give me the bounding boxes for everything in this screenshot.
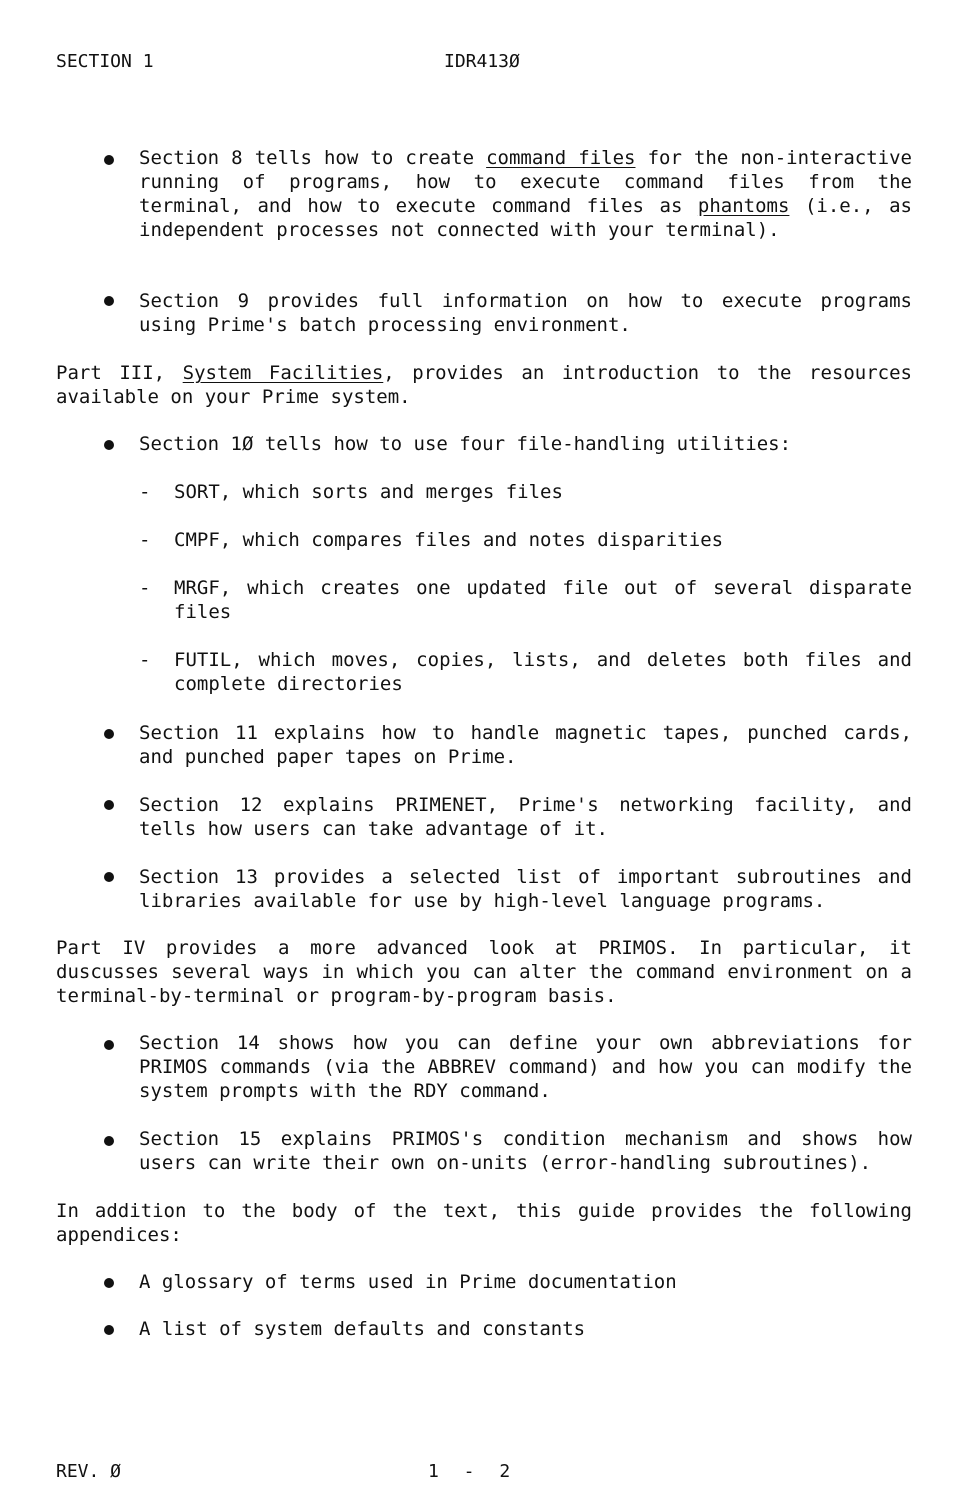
dash-marker: - (139, 577, 151, 599)
bullet-icon (104, 800, 114, 810)
utility-item-cmpf: CMPF, which compares files and notes disparities (174, 529, 724, 551)
section8-paragraph: Section 8 tells how to create command files for the non-interactive running of programs, how to execute command files from the terminal, and how to execute command files as phantoms (i.e., as independent processes not connected with your terminal). (139, 147, 912, 241)
bullet-icon (104, 296, 114, 306)
dash-marker: - (139, 649, 151, 671)
section11-paragraph: Section 11 explains how to handle magnetic tapes, punched cards, and punched paper tapes on Prime. (139, 722, 912, 768)
utility-item-sort: SORT, which sorts and merges files (174, 481, 563, 503)
phantoms-term: phantoms (697, 195, 790, 217)
appendix-item-defaults: A list of system defaults and constants (139, 1318, 586, 1340)
header-section: SECTION 1 (56, 51, 154, 72)
bullet-icon (104, 1136, 114, 1146)
section13-paragraph: Section 13 provides a selected list of important subroutines and libraries available for use by high-level language programs. (139, 866, 912, 912)
appendix-item-glossary: A glossary of terms used in Prime documentation (139, 1271, 677, 1293)
bullet-icon (104, 729, 114, 739)
system-facilities-title: System Facilities (182, 362, 384, 384)
appendices-intro: In addition to the body of the text, this guide provides the following appendices: (56, 1200, 912, 1246)
bullet-icon (104, 155, 114, 165)
footer-revision: REV. Ø (56, 1461, 122, 1482)
part3-paragraph: Part III, System Facilities, provides an introduction to the resources available on your Prime system. (56, 362, 912, 408)
bullet-icon (104, 440, 114, 450)
bullet-icon (104, 1278, 114, 1288)
section9-paragraph: Section 9 provides full information on how to execute programs using Prime's batch processing environment. (139, 290, 912, 336)
footer-page-number: 1 - 2 (428, 1461, 511, 1482)
utility-item-futil: FUTIL, which moves, copies, lists, and deletes both files and complete directories (174, 649, 912, 695)
bullet-icon (104, 872, 114, 882)
bullet-icon (104, 1040, 114, 1050)
dash-marker: - (139, 529, 151, 551)
section12-paragraph: Section 12 explains PRIMENET, Prime's networking facility, and tells how users can take advantage of it. (139, 794, 912, 840)
part4-paragraph: Part IV provides a more advanced look at PRIMOS. In particular, it duscusses several ways in which you can alter the command environment on a terminal-by-terminal or program-by-program basis. (56, 937, 912, 1007)
section15-paragraph: Section 15 explains PRIMOS's condition mechanism and shows how users can write their own on-units (error-handling subroutines). (139, 1128, 912, 1174)
bullet-icon (104, 1325, 114, 1335)
utility-item-mrgf: MRGF, which creates one updated file out of several disparate files (174, 577, 912, 623)
dash-marker: - (139, 481, 151, 503)
section10-paragraph: Section 1Ø tells how to use four file-handling utilities: (139, 433, 792, 455)
header-doc-id: IDR413Ø (444, 51, 520, 72)
section14-paragraph: Section 14 shows how you can define your own abbreviations for PRIMOS commands (via the ABBREV command) and how you can modify the system prompts with the RDY command. (139, 1032, 912, 1102)
command-files-term: command files (486, 147, 636, 169)
